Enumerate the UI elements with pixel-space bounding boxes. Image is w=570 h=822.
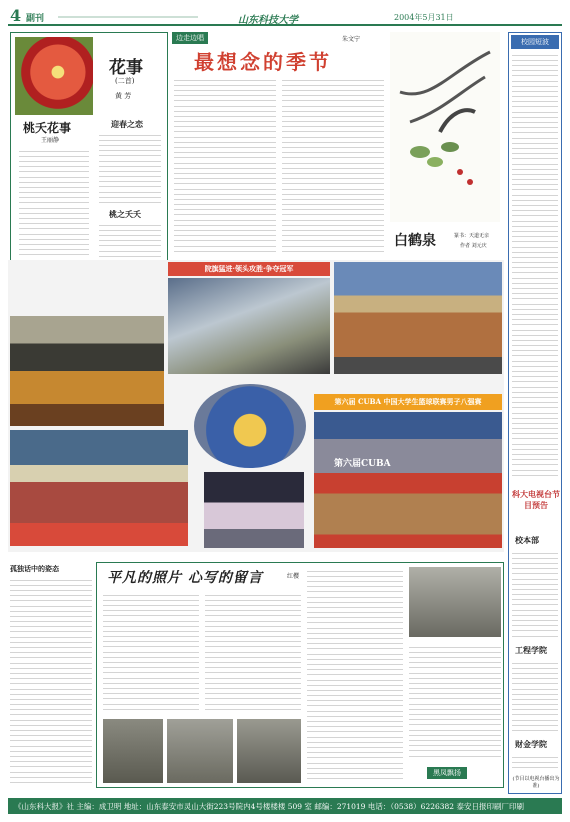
photo-court-game [334, 262, 502, 374]
bottom-left-title: 孤独话中的姿态 [10, 564, 59, 573]
flower-poem-subtitle: (二首) [115, 77, 135, 85]
feature-col-2 [282, 76, 384, 256]
feature-col-1 [174, 76, 276, 256]
program-title: 科大电视台节目预告 [512, 489, 560, 510]
crane-painting [390, 32, 500, 258]
flower-photo [15, 37, 93, 115]
memoir-col-4 [409, 643, 501, 759]
photo-mascot-crowd [10, 316, 164, 426]
painting-caption: 篆书：天道无亲 [454, 233, 490, 239]
page-header [8, 8, 562, 26]
photo-fans-banner [10, 430, 188, 546]
bottom-left-text [10, 576, 92, 784]
peach-poem-title: 桃夭花事 [23, 121, 72, 135]
photo-team-podium [168, 278, 330, 374]
feature-author: 朱文宁 [342, 36, 361, 43]
feature-title: 最想念的季节 [194, 50, 332, 74]
memoir-title: 平凡的照片 心写的留言 [107, 570, 263, 586]
poem-b-title: 桃之夭夭 [109, 209, 141, 219]
campus-c-title: 财金学院 [515, 739, 547, 749]
memoir-col-1 [103, 591, 199, 713]
sidebar [508, 32, 562, 794]
flower-poem-title: 花事 [109, 58, 143, 78]
issue-date: 2004年5月31日 [394, 13, 454, 22]
photo-mascot-circle [194, 384, 306, 468]
memoir-photo-4 [409, 567, 501, 637]
feature-tag: 边走边唱 [172, 32, 208, 44]
collage-banner: 院旗猛进·领头攻胜·争夺冠军 [168, 262, 330, 276]
painting-image [390, 32, 500, 222]
sidebar-note: (节目以电视台播出为准) [512, 776, 560, 789]
campus-c-list [512, 753, 558, 769]
arena-sign: 第六届CUBA [334, 459, 391, 469]
sidebar-tag: 校园短波 [511, 35, 559, 49]
peach-poem-author: 王丽静 [41, 137, 60, 144]
painting-author: 作者 刘元庆 [460, 243, 487, 249]
campus-a-list [512, 549, 558, 639]
feature-article [172, 32, 386, 258]
memoir-photo-3 [237, 719, 301, 783]
cuba-banner: 第六届 CUBA 中国大学生篮球联赛男子八强赛 [314, 394, 502, 410]
masthead: 山东科技大学 [238, 15, 298, 26]
memoir-author: 红樱 [287, 573, 300, 580]
photo-collage [8, 260, 504, 552]
painting-title: 白鹤泉 [394, 233, 436, 249]
photo-dancer [204, 472, 304, 548]
page-number: 4 [10, 6, 22, 25]
poem-a-text [99, 131, 161, 205]
campus-b-list [512, 659, 558, 735]
memoir-photo-2 [167, 719, 233, 783]
flower-poem-author: 黄 芳 [115, 92, 132, 100]
sidebar-news [512, 51, 558, 481]
memoir-closing: 黑凤飘扬 [427, 767, 467, 779]
poem-a-title: 迎春之恋 [111, 119, 143, 129]
campus-b-title: 工程学院 [515, 645, 547, 655]
bottom-left-article [10, 564, 92, 784]
photo-memoir-box [96, 562, 504, 788]
section-name: 副刊 [26, 14, 45, 24]
header-rule [58, 16, 198, 18]
page-footer [8, 798, 562, 814]
footer-text: 《山东科大报》社 主编：成卫明 地址：山东泰安市灵山大街223号院内4号楼楼楼 509 室 邮编：271019 电话：（0538）6226382 泰安日报印刷厂印刷 [14, 802, 524, 811]
campus-a-title: 校本部 [515, 535, 539, 545]
memoir-col-2 [205, 591, 301, 713]
memoir-col-3 [307, 567, 403, 783]
memoir-photo-1 [103, 719, 163, 783]
photo-arena [314, 412, 502, 548]
